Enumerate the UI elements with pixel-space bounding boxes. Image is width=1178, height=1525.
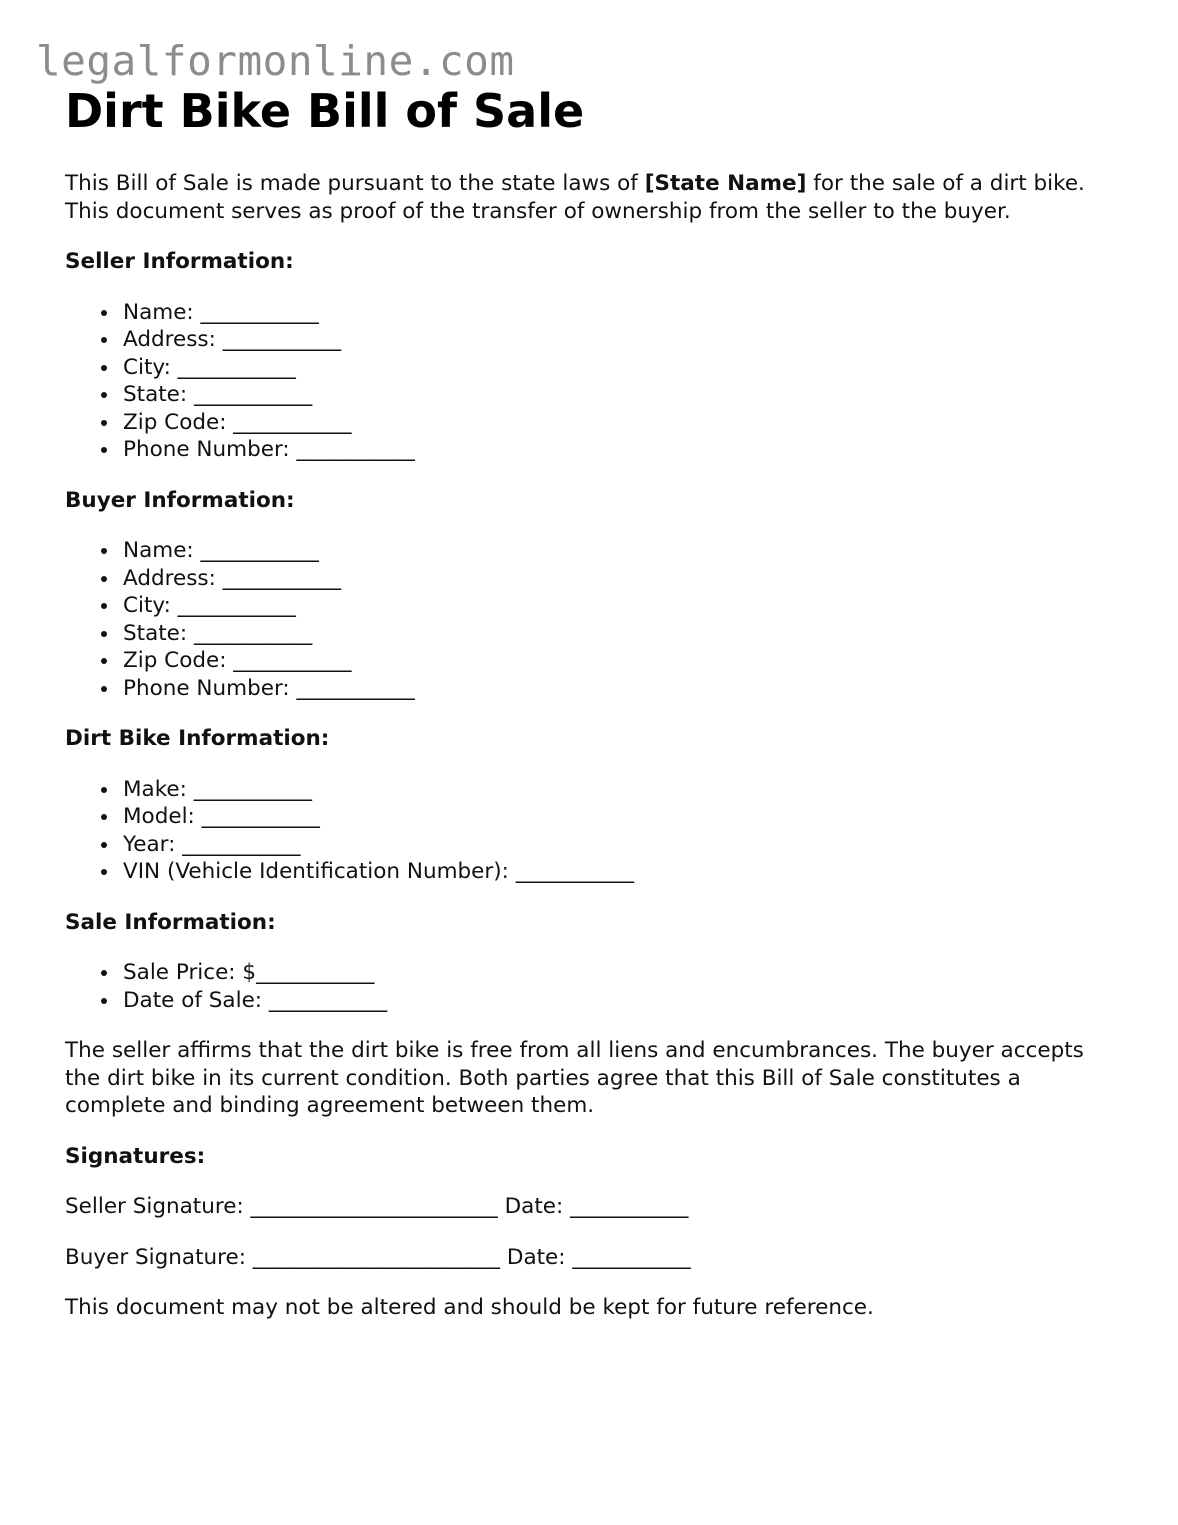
seller-zip-field: Zip Code: ___________: [123, 409, 1125, 437]
closing-note: This document may not be altered and should be kept for future reference.: [65, 1295, 874, 1320]
bike-year-field: Year: ___________: [123, 831, 1125, 859]
seller-section-heading: Seller Information:: [65, 249, 294, 274]
buyer-state-field: State: ___________: [123, 620, 1125, 648]
buyer-info-list: [65, 537, 1125, 702]
seller-phone-field: Phone Number: ___________: [123, 436, 1125, 464]
document-body: [65, 82, 1125, 1322]
seller-state-field: State: ___________: [123, 381, 1125, 409]
state-name-placeholder: [State Name]: [644, 171, 807, 196]
sale-date-field: Date of Sale: ___________: [123, 987, 1125, 1015]
buyer-phone-field: Phone Number: ___________: [123, 675, 1125, 703]
buyer-name-field: Name: ___________: [123, 537, 1125, 565]
seller-city-field: City: ___________: [123, 354, 1125, 382]
seller-name-field: Name: ___________: [123, 299, 1125, 327]
bike-make-field: Make: ___________: [123, 776, 1125, 804]
bike-model-field: Model: ___________: [123, 803, 1125, 831]
bike-section-heading: Dirt Bike Information:: [65, 726, 330, 751]
bike-vin-field: VIN (Vehicle Identification Number): ___________: [123, 858, 1125, 886]
buyer-address-field: Address: ___________: [123, 565, 1125, 593]
buyer-section-heading: Buyer Information:: [65, 487, 295, 513]
signatures-heading: Signatures:: [65, 1143, 206, 1169]
bike-info-list: [65, 776, 1125, 886]
document-title: Dirt Bike Bill of Sale: [65, 84, 585, 138]
seller-info-list: [65, 299, 1125, 464]
buyer-signature-line: Buyer Signature: _______________________ Date: ___________: [65, 1244, 691, 1270]
seller-address-field: Address: ___________: [123, 326, 1125, 354]
intro-text-before: This Bill of Sale is made pursuant to the state laws of: [65, 171, 645, 196]
buyer-zip-field: Zip Code: ___________: [123, 647, 1125, 675]
sale-price-field: Sale Price: $___________: [123, 959, 1125, 987]
buyer-city-field: City: ___________: [123, 592, 1125, 620]
seller-signature-line: Seller Signature: _______________________ Date: ___________: [65, 1194, 689, 1219]
watermark: legalformonline.com: [36, 37, 515, 85]
intro-text-after: for the sale of a dirt bike. This document serves as proof of the transfer of ownership from the seller to the buyer.: [65, 171, 1085, 224]
affirmation-paragraph: The seller affirms that the dirt bike is free from all liens and encumbrances. The buyer accepts the dirt bike in its current condition. Both parties agree that this Bill of Sale constitutes a complete and binding agreement between them.: [65, 1038, 1084, 1118]
intro-paragraph: [65, 170, 1125, 225]
sale-section-heading: Sale Information:: [65, 909, 276, 935]
sale-info-list: [65, 959, 1125, 1014]
